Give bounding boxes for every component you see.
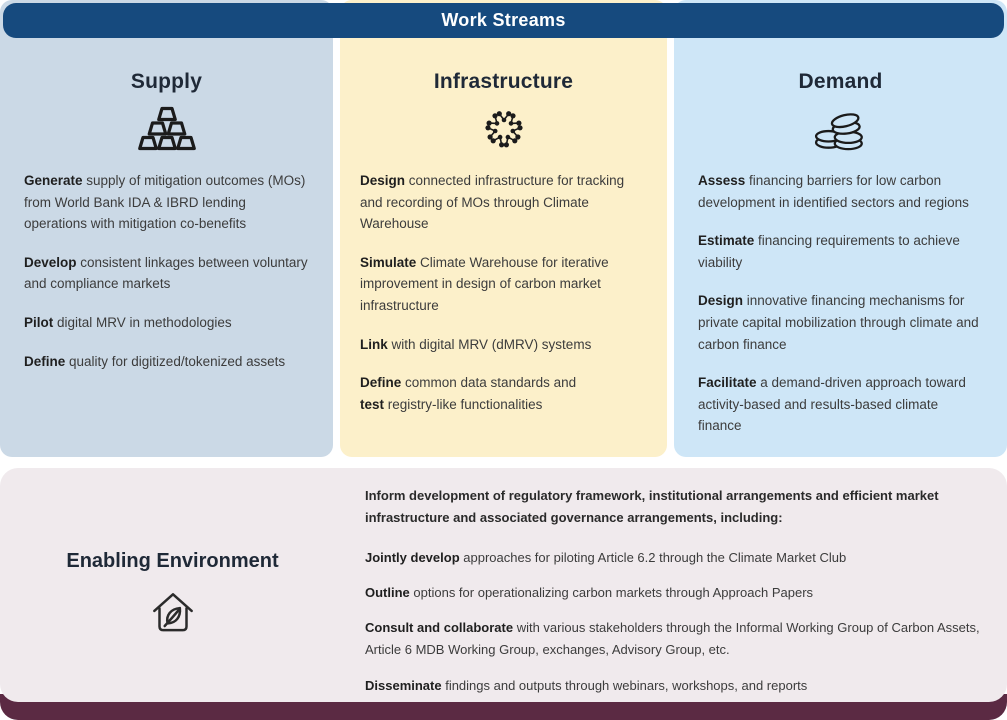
- demand-column: [674, 0, 1007, 457]
- coins-icon: [698, 102, 983, 156]
- work-item: Consult and collaborate with various stakeholders through the Informal Working Group of Carbon Assets, Article 6 MDB Working Group, exchanges, Advisory Group, etc.: [365, 620, 980, 658]
- supply-items: [24, 170, 309, 372]
- supply-column: [0, 0, 333, 457]
- work-item: Facilitate a demand-driven approach toward activity-based and results-based climate finance: [698, 375, 966, 434]
- infrastructure-title: Infrastructure: [433, 70, 574, 93]
- work-item: Disseminate findings and outputs through webinars, workshops, and reports: [365, 677, 808, 693]
- gold-bars-icon: [24, 102, 309, 156]
- network-nodes-icon: [360, 102, 647, 156]
- work-item: Design connected infrastructure for tracking and recording of MOs through Climate Warehouse: [360, 173, 625, 232]
- enabling-intro: Inform development of regulatory framework, institutional arrangements and efficient market infrastructure and associated governance arrangements, including:: [365, 488, 939, 526]
- enabling-items: [365, 547, 992, 696]
- enabling-environment-panel: [0, 468, 1007, 702]
- header-bar: [3, 3, 1004, 38]
- demand-items: [698, 170, 983, 437]
- enabling-environment-title: Enabling Environment: [66, 550, 279, 572]
- work-item: Design innovative financing mechanisms for private capital mobilization through climate and carbon finance: [698, 293, 979, 352]
- work-item: Link with digital MRV (dMRV) systems: [360, 336, 592, 352]
- work-item: Outline options for operationalizing carbon markets through Approach Papers: [365, 585, 814, 601]
- work-item: Develop consistent linkages between voluntary and compliance markets: [24, 254, 308, 292]
- supply-title: Supply: [130, 70, 203, 93]
- page-title: Work Streams: [441, 10, 566, 30]
- work-item: Estimate financing requirements to achieve viability: [698, 233, 960, 270]
- work-item: Assess financing barriers for low carbon development in identified sectors and regions: [698, 173, 969, 210]
- work-item: Define common data standards and test registry-like functionalities: [360, 375, 577, 412]
- work-item: Jointly develop approaches for piloting Article 6.2 through the Climate Market Club: [365, 550, 847, 566]
- work-item: Define quality for digitized/tokenized assets: [24, 353, 286, 369]
- work-item: Simulate Climate Warehouse for iterative improvement in design of carbon market infrastructure: [360, 254, 609, 313]
- infrastructure-column: [340, 0, 667, 457]
- work-item: Generate supply of mitigation outcomes (MOs) from World Bank IDA & IBRD lending operations with mitigation co-benefits: [24, 173, 306, 232]
- house-leaf-icon: [0, 583, 345, 641]
- work-item: Pilot digital MRV in methodologies: [24, 314, 232, 330]
- enabling-environment-text: [365, 485, 992, 710]
- infrastructure-items: [360, 170, 647, 415]
- demand-title: Demand: [798, 70, 883, 93]
- enabling-environment-heading: [0, 550, 345, 641]
